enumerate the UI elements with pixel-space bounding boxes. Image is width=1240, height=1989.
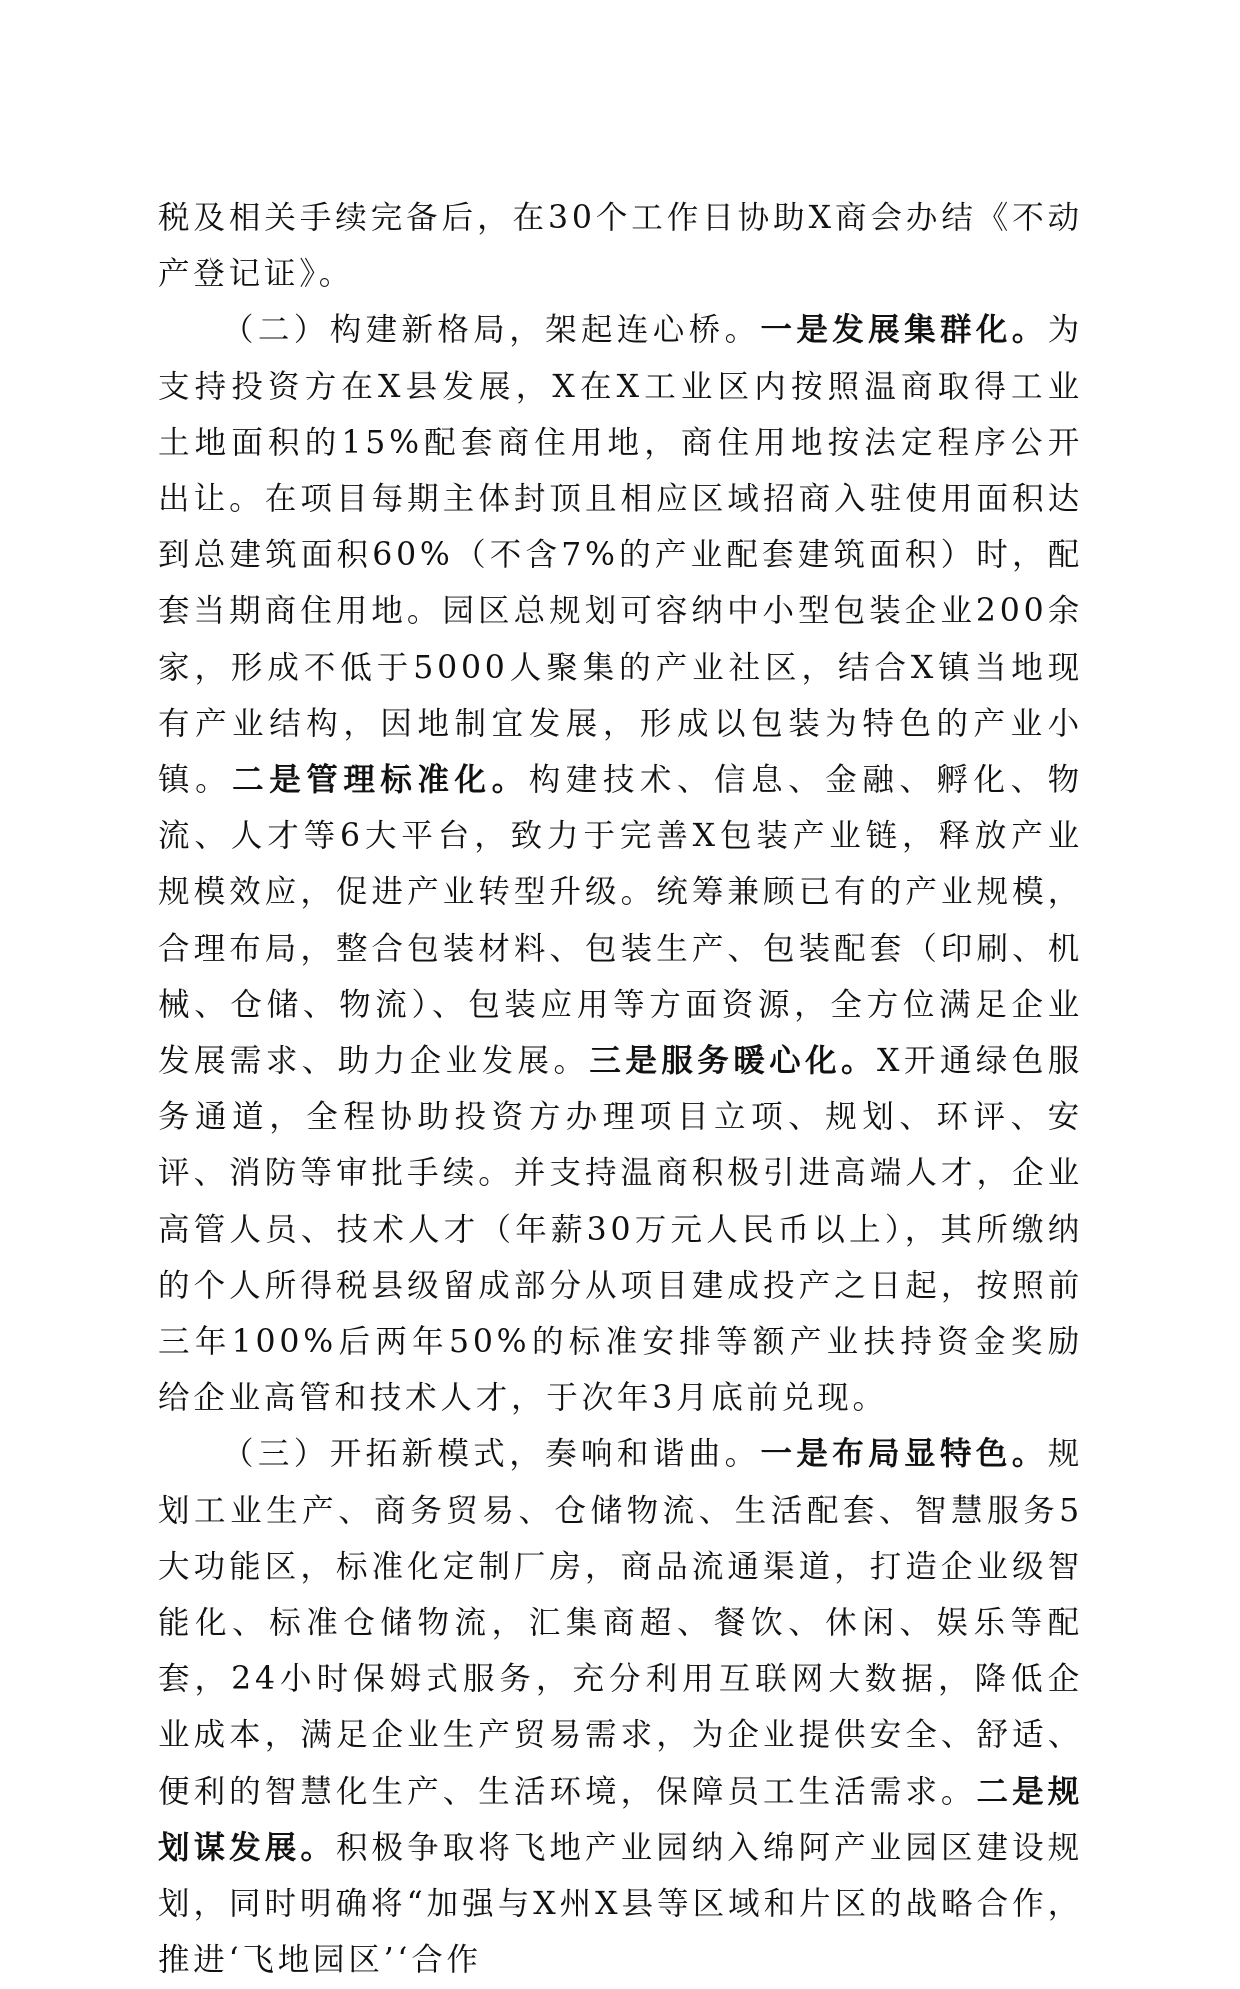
paragraph-1-text: 税及相关手续完备后，在30个工作日协助X商会办结《不动产登记证》。 (158, 200, 1083, 293)
bold-lead-service: 三是服务暖心化。 (589, 1042, 878, 1080)
bold-lead-planning: 二是规划谋发展。 (158, 1772, 1083, 1866)
bold-lead-management: 二是管理标准化。 (232, 761, 529, 799)
body-text: X开通绿色服务通道，全程协助投资方办理项目立项、规划、环评、安评、消防等审批手续。并支持温商积极引进高端人才，企业高管人员、技术人才（年薪30万元人民币以上），其所缴纳的个人所得税县级留成部分从项目建成投产之日起，按照前三年100%后两年50%的标准安排等额产业扶持资金奖励给企业高管和技术人才，于次年3月底前兑现。 (158, 1043, 1083, 1417)
body-text: 构建技术、信息、金融、孵化、物流、人才等6大平台，致力于完善X包装产业链，释放产业规模效应，促进产业转型升级。统筹兼顾已有的产业规模，合理布局，整合包装材料、包装生产、包装配套（印刷、机械、仓储、物流）、包装应用等方面资源，全方位满足企业发展需求、助力企业发展。 (158, 762, 1083, 1080)
section-heading-3: （三）开拓新模式，奏响和谐曲。 (222, 1436, 761, 1473)
paragraph-1 (158, 190, 1083, 302)
bold-lead-layout: 一是布局显特色。 (760, 1435, 1048, 1473)
bold-lead-cluster: 一是发展集群化。 (760, 311, 1048, 349)
paragraph-2 (158, 302, 1083, 1426)
body-text: 为支持投资方在X县发展，X在X工业区内按照温商取得工业土地面积的15%配套商住用地，商住用地按法定程序公开出让。在项目每期主体封顶且相应区域招商入驻使用面积达到总建筑面积60%（不含7%的产业配套建筑面积）时，配套当期商住用地。园区总规划可容纳中小型包装企业200余家，形成不低于5000人聚集的产业社区，结合X镇当地现有产业结构，因地制宜发展，形成以包装为特色的产业小镇。 (158, 312, 1083, 799)
paragraph-3 (158, 1426, 1083, 1988)
document-page (158, 190, 1083, 1989)
section-heading-2: （二）构建新格局，架起连心桥。 (222, 312, 761, 349)
body-text: 规划工业生产、商务贸易、仓储物流、生活配套、智慧服务5大功能区，标准化定制厂房，商品流通渠道，打造企业级智能化、标准仓储物流，汇集商超、餐饮、休闲、娱乐等配套，24小时保姆式服务，充分利用互联网大数据，降低企业成本，满足企业生产贸易需求，为企业提供安全、舒适、便利的智慧化生产、生活环境，保障员工生活需求。 (158, 1436, 1083, 1810)
body-text: 积极争取将飞地产业园纳入绵阿产业园区建设规划，同时明确将“加强与X州X县等区域和片区的战略合作，推进‘飞地园区’‘合作 (158, 1829, 1083, 1979)
